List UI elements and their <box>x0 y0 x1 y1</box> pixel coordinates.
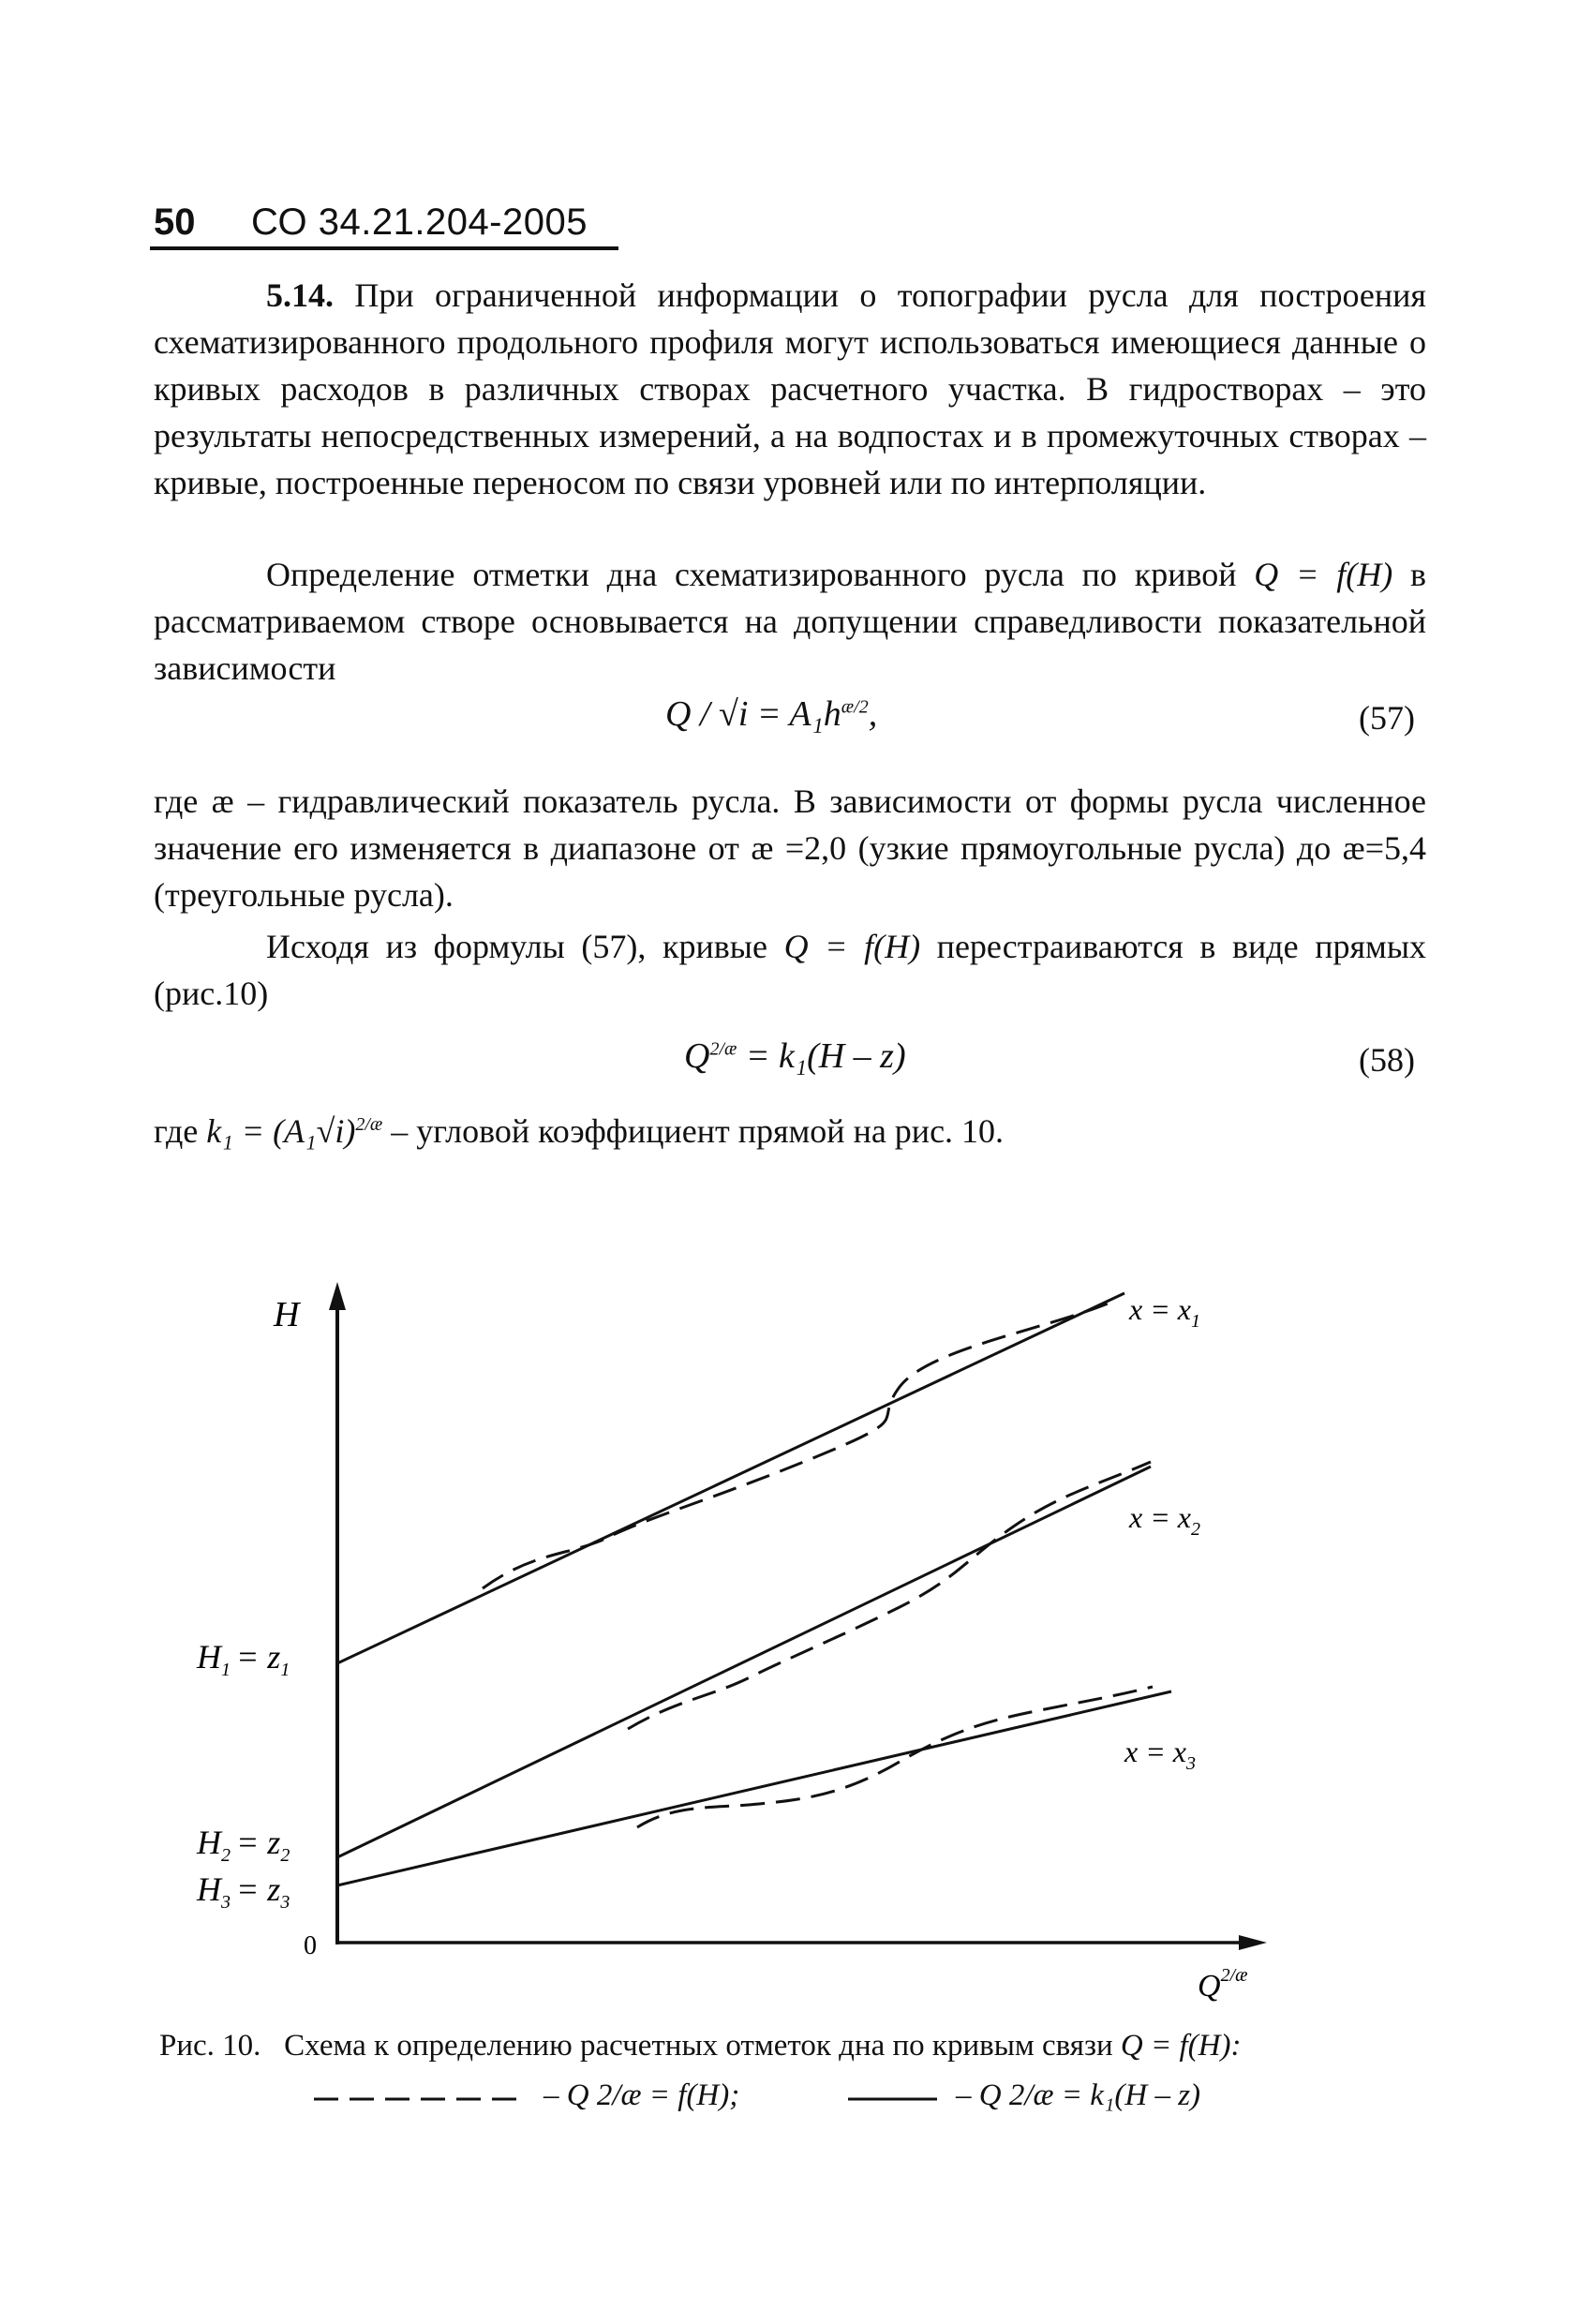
paragraph-text: При ограниченной информации о топографии русла для построения схематизированного продольного профиля могут использоваться имеющиеся данные о кривых расходов в различных створах расчетного участка. В гидростворах – это результаты непосредственных измерений, а на водпостах и в промежуточных створах – кривые, построенные переносом по связи уровней или по интерполяции. <box>154 276 1426 501</box>
figure-caption <box>159 2029 1471 2063</box>
formula-exponent: 2/æ <box>355 1114 383 1135</box>
paragraph-text: – угловой коэффициент прямой на рис. 10. <box>382 1112 1005 1150</box>
page-number: 50 <box>154 201 196 243</box>
equation-rhs: = k₁(H – z) <box>745 1036 906 1076</box>
x-axis-arrow <box>1239 1935 1267 1950</box>
legend-dashed-text <box>543 2078 739 2113</box>
equation-number-58: (58) <box>1359 1041 1415 1079</box>
solid-line-x2 <box>337 1467 1151 1857</box>
inline-formula: Q = f(H) <box>1254 556 1393 593</box>
intercept-label-1: $H_1 = z_1$ <box>197 1638 290 1680</box>
section-number: 5.14. <box>266 276 334 314</box>
inline-formula: Q = f(H) <box>783 928 921 965</box>
paragraph-text-cont: в рассматриваемом створе основывается на допущении справедливости показательной зависимости <box>154 556 1426 687</box>
legend-solid-text <box>956 2078 1200 2113</box>
paragraph-text: Исходя из формулы (57), кривые <box>266 928 767 965</box>
caption-text: Схема к определению расчетных отметок дна по кривым связи <box>284 2029 1113 2063</box>
equation-exponent: æ/2 <box>841 696 869 718</box>
document-code: СО 34.21.204-2005 <box>251 201 588 243</box>
intercept-label-3: $H_3 = z_3$ <box>197 1870 290 1913</box>
intercept-label-2: $H_2 = z_2$ <box>197 1824 290 1866</box>
paragraph-text: Определение отметки дна схематизированного русла по кривой <box>266 556 1237 593</box>
paragraph-text-cont: перестраиваются в виде прямых (рис.10) <box>154 928 1427 1012</box>
caption-prefix: Рис. 10. <box>159 2029 261 2063</box>
caption-formula: Q = f(H): <box>1120 2029 1242 2063</box>
paragraph-prefix: где <box>154 1112 199 1150</box>
solid-line-x1 <box>337 1293 1124 1663</box>
dashed-curve-x2 <box>628 1462 1151 1729</box>
y-axis-arrow <box>329 1282 346 1310</box>
equation-body: Q / √i = A₁h <box>665 694 841 734</box>
line-label-x2: $x = x_2$ <box>1129 1500 1200 1540</box>
solid-line-x3 <box>337 1691 1171 1885</box>
y-axis-label: H <box>274 1295 300 1334</box>
equation-number-57: (57) <box>1359 699 1415 737</box>
equation-tail: , <box>868 694 878 734</box>
equation-lhs: Q <box>684 1036 710 1076</box>
line-label-x1: $x = x_1$ <box>1129 1292 1200 1332</box>
legend-dashed-label: – Q 2/æ = f(H); <box>543 2078 740 2112</box>
x-axis-label: $Q^{2/æ}$ <box>1198 1965 1248 2004</box>
origin-label: 0 <box>304 1931 317 1960</box>
equation-exponent: 2/æ <box>709 1038 737 1060</box>
inline-formula: k₁ = (A₁√i) <box>206 1112 356 1150</box>
legend-solid-label: – Q 2/æ = k₁(H – z) <box>956 2078 1201 2112</box>
paragraph-text: где æ – гидравлический показатель русла. В зависимости от формы русла численное значение его изменяется в диапазоне от æ =2,0 (узкие прямоугольные русла) до æ=5,4 (треугольные русла). <box>154 782 1426 914</box>
line-label-x3: $x = x_3$ <box>1124 1735 1196 1774</box>
